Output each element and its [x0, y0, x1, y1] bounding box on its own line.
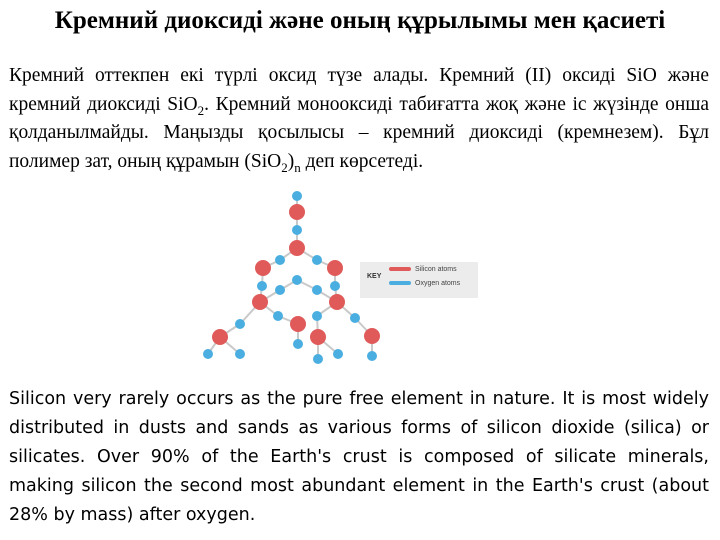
oxygen-atom — [203, 349, 213, 359]
silicon-atom — [329, 294, 345, 310]
silicon-atom — [310, 329, 326, 345]
paragraph-kazakh-part4: деп көрсетеді. — [300, 150, 424, 172]
silicon-atom — [289, 204, 305, 220]
silicon-atom — [364, 328, 380, 344]
silicon-swatch — [389, 267, 411, 271]
oxygen-atom — [313, 354, 323, 364]
paragraph-english: Silicon very rarely occurs as the pure free element in nature. It is most widely distributed in dusts and sands as various forms of silicon dioxide (silica) or silicates. Over 90% of the Earth's crust is composed of silicate minerals, making silicon the second most abundant element in the Earth's crust (about 28% by mass) after oxygen. — [9, 389, 709, 525]
oxygen-atom — [312, 311, 322, 321]
key-title: KEY — [367, 273, 382, 280]
oxygen-atom — [292, 225, 302, 235]
key-oxygen-row — [389, 280, 460, 287]
oxygen-atom — [293, 339, 303, 349]
silicon-atom — [252, 294, 268, 310]
oxygen-atom — [292, 191, 302, 201]
key-silicon-row — [389, 266, 457, 273]
silicon-atom — [255, 260, 271, 276]
silicon-atom — [289, 240, 305, 256]
oxygen-atom — [235, 319, 245, 329]
oxygen-atom — [292, 275, 302, 285]
oxygen-atom — [312, 285, 322, 295]
paragraph-kazakh-part3: ) — [287, 150, 295, 172]
paragraph-kazakh-part2: . Кремний монооксиді табиғатта жоқ және іс жүзінде онша қолданылмайды. Маңызды қосылысы – кремний диоксиді (кремнезем). Бұл полимер зат, оның құрамын (SiO — [9, 93, 709, 172]
oxygen-atom — [257, 281, 267, 291]
oxygen-atom — [312, 255, 322, 265]
subscript-2: 2 — [281, 159, 288, 175]
silicon-atom — [290, 316, 306, 332]
subscript-n: n — [294, 159, 301, 175]
oxygen-atom — [330, 281, 340, 291]
oxygen-atom — [275, 255, 285, 265]
oxygen-atom — [273, 311, 283, 321]
paragraph-kazakh-part1: Кремний оттекпен екі түрлі оксид түзе алады. Кремний (ІІ) оксиді SiO және кремний диоксиді SiO — [9, 65, 709, 115]
paragraph-kazakh — [9, 62, 709, 176]
silicon-atom — [212, 329, 228, 345]
oxygen-atom — [333, 349, 343, 359]
silicon-atom — [327, 260, 343, 276]
oxygen-swatch — [389, 281, 411, 285]
oxygen-atom — [367, 351, 377, 361]
oxygen-atom — [275, 285, 285, 295]
subscript-1: 2 — [197, 102, 205, 118]
oxygen-label: Oxygen atoms — [415, 280, 461, 287]
silicon-label: Silicon atoms — [415, 266, 457, 273]
page-title: Кремний диоксиді және оның құрылымы мен қасиеті — [54, 7, 666, 34]
oxygen-atom — [350, 313, 360, 323]
oxygen-atom — [235, 349, 245, 359]
